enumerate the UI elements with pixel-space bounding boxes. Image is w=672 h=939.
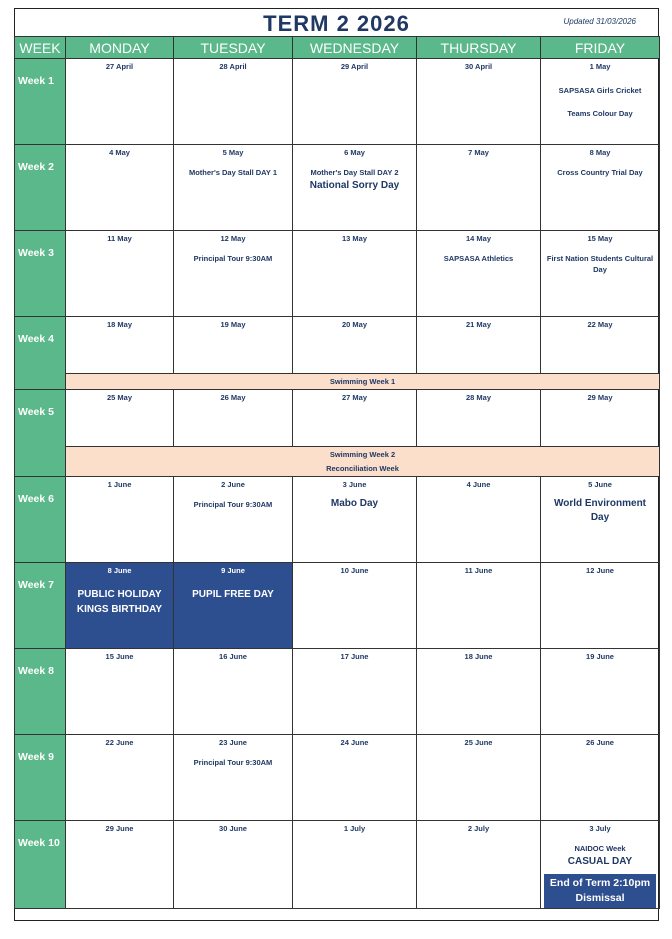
day-cell-wednesday [293, 390, 417, 447]
day-cell-monday [66, 145, 174, 231]
day-cell-tuesday [174, 477, 293, 563]
day-cell-tuesday [174, 563, 293, 649]
day-cell-monday [66, 477, 174, 563]
day-date: 11 May [107, 234, 132, 243]
event-label: SAPSASA Athletics [443, 254, 514, 263]
day-cell-tuesday [174, 231, 293, 317]
day-cell-friday [541, 477, 660, 563]
day-date: 5 May [222, 148, 244, 157]
day-date: 5 June [588, 480, 612, 489]
week-label: Week 1 [15, 59, 66, 145]
day-cell-friday [541, 390, 660, 447]
column-header-week: WEEK [15, 37, 66, 59]
day-cell-monday [66, 231, 174, 317]
day-cell-monday [66, 649, 174, 735]
day-cell-wednesday [293, 231, 417, 317]
swimming-band [66, 374, 660, 390]
day-cell-wednesday [293, 821, 417, 909]
week-row [15, 317, 660, 374]
day-date: 1 June [107, 480, 132, 489]
event-label: Mother's Day Stall DAY 1 [188, 168, 278, 177]
day-cell-friday [541, 59, 660, 145]
day-cell-thursday [417, 390, 541, 447]
week-row [15, 821, 660, 909]
day-date: 10 June [340, 566, 369, 575]
end-of-term-badge: End of Term 2:10pm Dismissal [544, 874, 656, 908]
calendar-table [14, 36, 660, 909]
day-date: 4 June [466, 480, 491, 489]
day-cell-tuesday [174, 735, 293, 821]
event-highlight: PUPIL FREE DAY [192, 589, 274, 600]
day-date: 11 June [464, 566, 493, 575]
day-date: 26 May [220, 393, 246, 402]
day-date: 12 June [586, 566, 614, 575]
day-date: 21 May [465, 320, 492, 329]
day-date: 17 June [340, 652, 369, 661]
week-label: Week 10 [15, 821, 66, 909]
day-date: 28 May [465, 393, 492, 402]
week-label: Week 5 [15, 390, 66, 477]
day-date: 27 April [105, 62, 134, 71]
week-row [15, 145, 660, 231]
day-cell-wednesday [293, 59, 417, 145]
day-cell-thursday [417, 649, 541, 735]
day-cell-thursday [417, 735, 541, 821]
event-highlight: World Environment Day [553, 498, 647, 523]
day-date: 19 June [586, 652, 614, 661]
event-highlight: National Sorry Day [309, 180, 400, 191]
day-cell-thursday [417, 231, 541, 317]
column-header-friday: FRIDAY [541, 37, 660, 59]
day-date: 1 May [589, 62, 611, 71]
event-label: Principal Tour 9:30AM [193, 254, 273, 263]
week-label: Week 9 [15, 735, 66, 821]
day-date: 27 May [341, 393, 368, 402]
day-date: 15 June [105, 652, 134, 661]
day-date: 8 May [589, 148, 611, 157]
day-cell-wednesday [293, 735, 417, 821]
day-cell-friday [541, 145, 660, 231]
day-cell-wednesday [293, 477, 417, 563]
column-header-monday: MONDAY [66, 37, 174, 59]
day-date: 7 May [468, 148, 489, 157]
event-label: Principal Tour 9:30AM [193, 758, 273, 767]
event-label: NAIDOC Week [574, 844, 626, 853]
day-date: 14 May [465, 234, 492, 243]
day-cell-thursday [417, 563, 541, 649]
day-date: 2 June [221, 480, 245, 489]
day-cell-thursday [417, 145, 541, 231]
day-cell-wednesday [293, 649, 417, 735]
day-date: 22 June [105, 738, 134, 747]
event-highlight: CASUAL DAY [567, 856, 633, 867]
week-label: Week 2 [15, 145, 66, 231]
day-cell-monday [66, 317, 174, 374]
day-cell-friday [541, 563, 660, 649]
week-label: Week 8 [15, 649, 66, 735]
day-date: 22 May [587, 320, 613, 329]
day-cell-friday [541, 317, 660, 374]
day-cell-friday [541, 649, 660, 735]
day-cell-thursday [417, 317, 541, 374]
day-cell-wednesday [293, 317, 417, 374]
day-date: 6 May [344, 148, 365, 157]
day-cell-monday [66, 390, 174, 447]
term-calendar [14, 8, 659, 921]
day-date: 16 June [219, 652, 247, 661]
day-date: 1 July [343, 824, 366, 833]
band-label: Swimming Week 2 [329, 449, 396, 459]
band-row [15, 374, 660, 390]
day-date: 20 May [341, 320, 368, 329]
day-cell-friday [541, 231, 660, 317]
band-label: Swimming Week 1 [329, 376, 396, 386]
day-date: 18 May [106, 320, 133, 329]
week-label: Week 7 [15, 563, 66, 649]
day-date: 3 June [342, 480, 367, 489]
day-date: 30 April [464, 62, 493, 71]
day-date: 8 June [107, 566, 132, 575]
day-cell-monday [66, 59, 174, 145]
week-row [15, 390, 660, 447]
day-date: 24 June [340, 738, 369, 747]
event-label: Mother's Day Stall DAY 2 [310, 168, 399, 177]
event-label: Principal Tour 9:30AM [193, 500, 273, 509]
day-cell-tuesday [174, 649, 293, 735]
day-date: 19 May [220, 320, 246, 329]
day-cell-wednesday [293, 145, 417, 231]
day-date: 29 June [105, 824, 134, 833]
swimming-band [66, 447, 660, 477]
day-date: 4 May [109, 148, 130, 157]
page-title: TERM 2 2026 [263, 11, 410, 36]
week-label: Week 6 [15, 477, 66, 563]
day-date: 15 May [587, 234, 613, 243]
week-row [15, 735, 660, 821]
column-header-thursday: THURSDAY [417, 37, 541, 59]
day-date: 18 June [464, 652, 493, 661]
day-date: 25 May [106, 393, 133, 402]
header-row [15, 37, 660, 59]
day-cell-monday [66, 821, 174, 909]
day-date: 3 July [589, 824, 611, 833]
column-header-tuesday: TUESDAY [174, 37, 293, 59]
event-label: Cross Country Trial Day [557, 168, 643, 177]
band-row [15, 447, 660, 477]
band-label: Reconciliation Week [326, 463, 399, 473]
column-header-wednesday: WEDNESDAY [293, 37, 417, 59]
updated-date: Updated 31/03/2026 [563, 17, 636, 26]
event-highlight: Mabo Day [330, 498, 379, 509]
week-row [15, 649, 660, 735]
day-date: 25 June [464, 738, 493, 747]
day-cell-friday [541, 821, 660, 909]
day-cell-monday [66, 735, 174, 821]
week-label: Week 4 [15, 317, 66, 390]
day-date: 12 May [220, 234, 246, 243]
day-date: 26 June [586, 738, 614, 747]
week-row [15, 59, 660, 145]
event-label: SAPSASA Girls Cricket [558, 86, 642, 95]
day-cell-wednesday [293, 563, 417, 649]
day-cell-tuesday [174, 821, 293, 909]
day-cell-tuesday [174, 59, 293, 145]
day-date: 2 July [467, 824, 490, 833]
day-cell-tuesday [174, 390, 293, 447]
day-date: 29 May [587, 393, 613, 402]
calendar-body [15, 59, 660, 909]
day-cell-thursday [417, 821, 541, 909]
week-row [15, 477, 660, 563]
event-label: Teams Colour Day [567, 109, 633, 118]
day-cell-monday [66, 563, 174, 649]
day-cell-thursday [417, 59, 541, 145]
day-cell-tuesday [174, 145, 293, 231]
day-date: 23 June [219, 738, 247, 747]
day-date: 30 June [219, 824, 247, 833]
event-label: First Nation Students Cultural Day [546, 254, 654, 274]
day-cell-thursday [417, 477, 541, 563]
week-row [15, 563, 660, 649]
day-date: 29 April [340, 62, 369, 71]
week-label: Week 3 [15, 231, 66, 317]
week-row [15, 231, 660, 317]
day-cell-tuesday [174, 317, 293, 374]
event-highlight: PUBLIC HOLIDAY KINGS BIRTHDAY [76, 589, 163, 615]
day-cell-friday [541, 735, 660, 821]
day-date: 13 May [341, 234, 368, 243]
day-date: 9 June [221, 566, 245, 575]
day-date: 28 April [219, 62, 247, 71]
